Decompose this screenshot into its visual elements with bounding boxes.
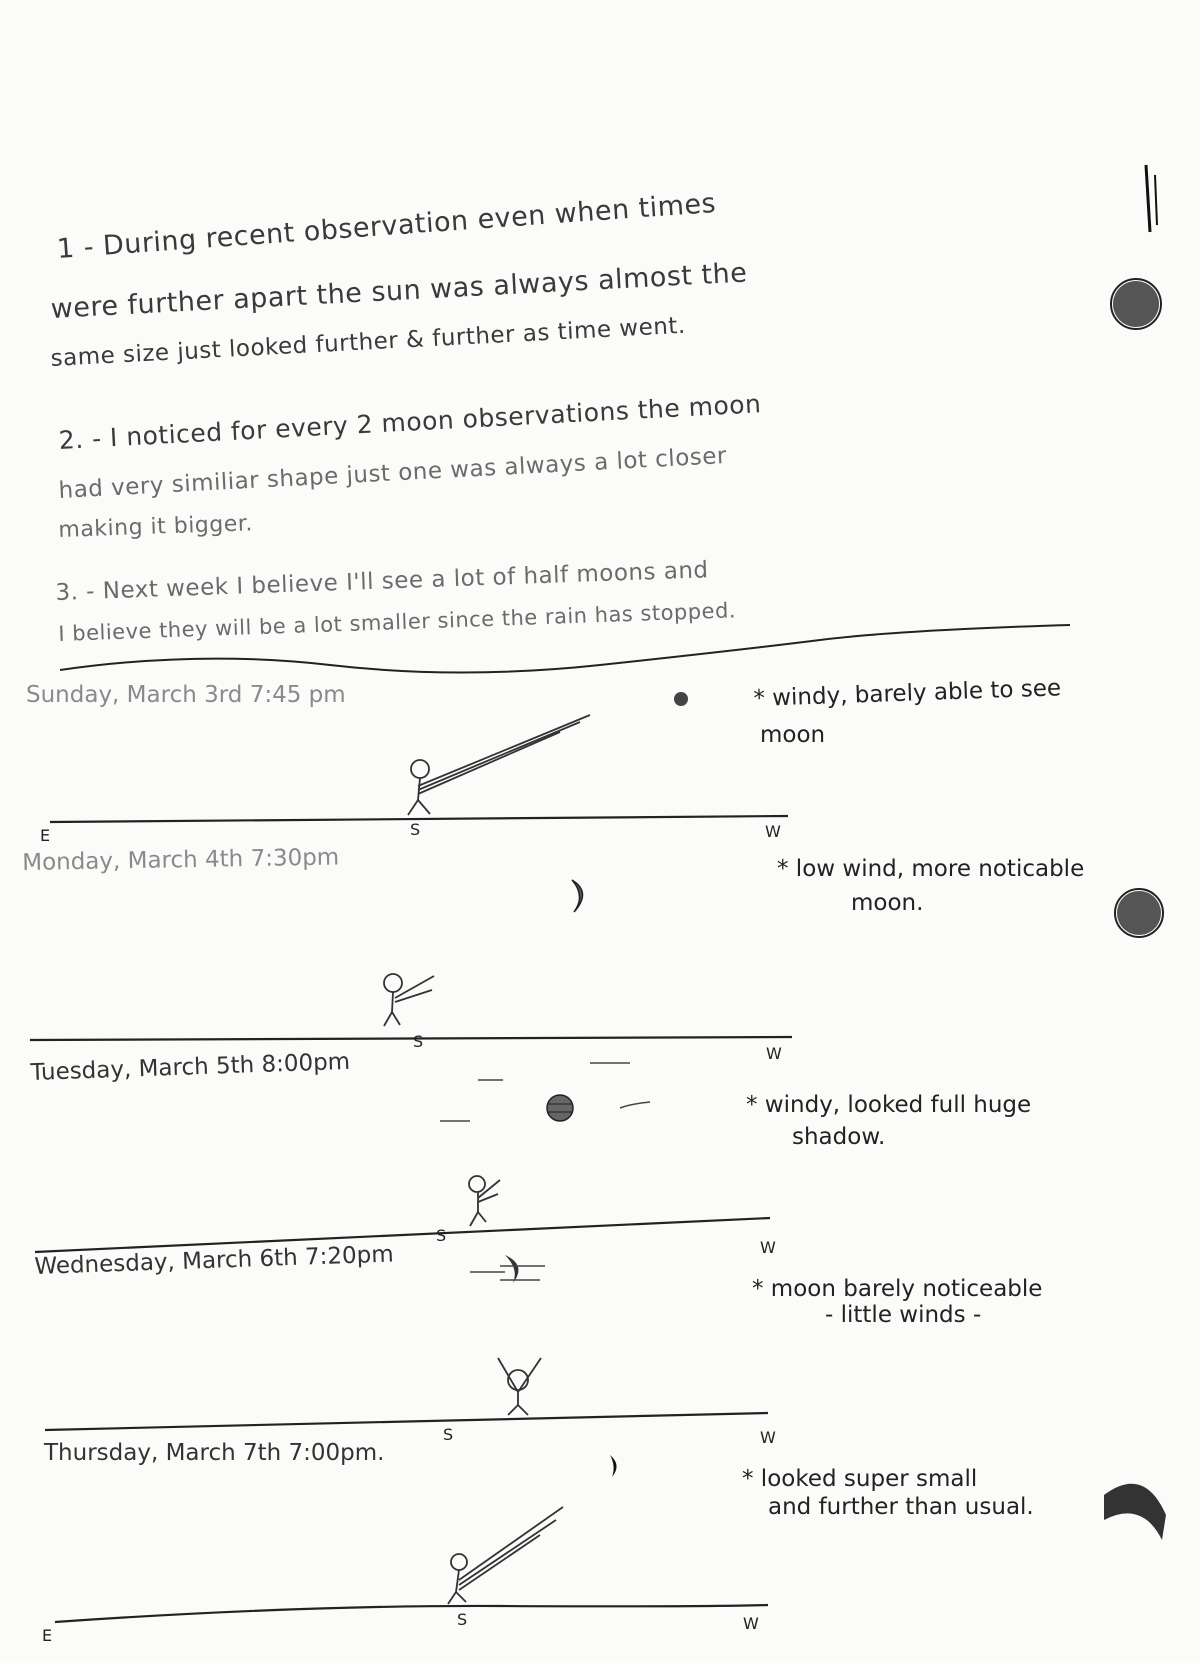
- entry-note-line: * windy, looked full huge: [746, 1092, 1032, 1118]
- moon-icon: [610, 1455, 617, 1477]
- entry-note-line: moon: [760, 722, 826, 748]
- entry-note-line: * looked super small: [742, 1466, 978, 1492]
- entry-note-line: and further than usual.: [768, 1494, 1034, 1520]
- south-label: S: [457, 1610, 468, 1629]
- entry-note-line: * moon barely noticeable: [752, 1276, 1043, 1302]
- horizon-line: [55, 1605, 768, 1622]
- entry-note-line: - little winds -: [825, 1302, 982, 1328]
- horizon-line: [45, 1413, 768, 1430]
- east-label: E: [40, 826, 51, 845]
- south-label: S: [413, 1032, 424, 1051]
- moon-icon: [572, 880, 583, 912]
- observation-3-line-1: 3. - Next week I believe I'll see a lot of half moons and: [55, 557, 709, 606]
- observation-1-line-1: 1 - During recent observation even when times: [56, 187, 718, 265]
- west-label: W: [743, 1614, 759, 1633]
- stick-figure: [384, 974, 434, 1026]
- observation-2-line-1: 2. - I noticed for every 2 moon observations the moon: [58, 389, 763, 455]
- west-label: W: [765, 822, 781, 841]
- margin-mark: [1146, 165, 1150, 232]
- entry-heading: Thursday, March 7th 7:00pm.: [44, 1440, 385, 1466]
- binder-hole-bottom: [1104, 1484, 1166, 1540]
- entry-heading: Monday, March 4th 7:30pm: [22, 844, 340, 876]
- south-label: S: [436, 1226, 447, 1245]
- observation-1-line-2: were further apart the sun was always almost the: [50, 257, 749, 325]
- entry-note-line: shadow.: [792, 1124, 886, 1150]
- entry-heading: Wednesday, March 6th 7:20pm: [34, 1241, 395, 1280]
- moon-icon: [470, 1255, 545, 1283]
- south-label: S: [443, 1425, 454, 1444]
- entry-note-line: moon.: [851, 890, 924, 916]
- west-label: W: [760, 1428, 776, 1447]
- horizon-line: [35, 1218, 770, 1252]
- binder-hole-middle: [1115, 889, 1163, 937]
- moon-icon: [674, 692, 688, 706]
- entry-note-line: * windy, barely able to see: [753, 675, 1062, 712]
- entry-heading: Tuesday, March 5th 8:00pm: [30, 1048, 351, 1086]
- stick-figure: [469, 1176, 500, 1226]
- stick-figure: [498, 1358, 541, 1415]
- east-label: E: [42, 1626, 53, 1645]
- observation-3-line-2: I believe they will be a lot smaller since the rain has stopped.: [58, 598, 737, 646]
- entry-note-line: * low wind, more noticable: [777, 856, 1085, 882]
- stick-figure: [408, 715, 590, 815]
- margin-mark: [1155, 175, 1157, 225]
- moon-icon: [440, 1063, 650, 1121]
- west-label: W: [766, 1044, 782, 1063]
- binder-hole-top: [1111, 279, 1161, 329]
- observation-1-line-3: same size just looked further & further as time went.: [50, 312, 687, 372]
- stick-figure: [448, 1507, 563, 1604]
- west-label: W: [760, 1238, 776, 1257]
- entry-heading: Sunday, March 3rd 7:45 pm: [26, 682, 346, 708]
- observation-2-line-3: making it bigger.: [58, 511, 254, 543]
- horizon-line: [30, 1037, 792, 1040]
- south-label: S: [410, 820, 421, 839]
- observation-2-line-2: had very similiar shape just one was always a lot closer: [58, 442, 728, 504]
